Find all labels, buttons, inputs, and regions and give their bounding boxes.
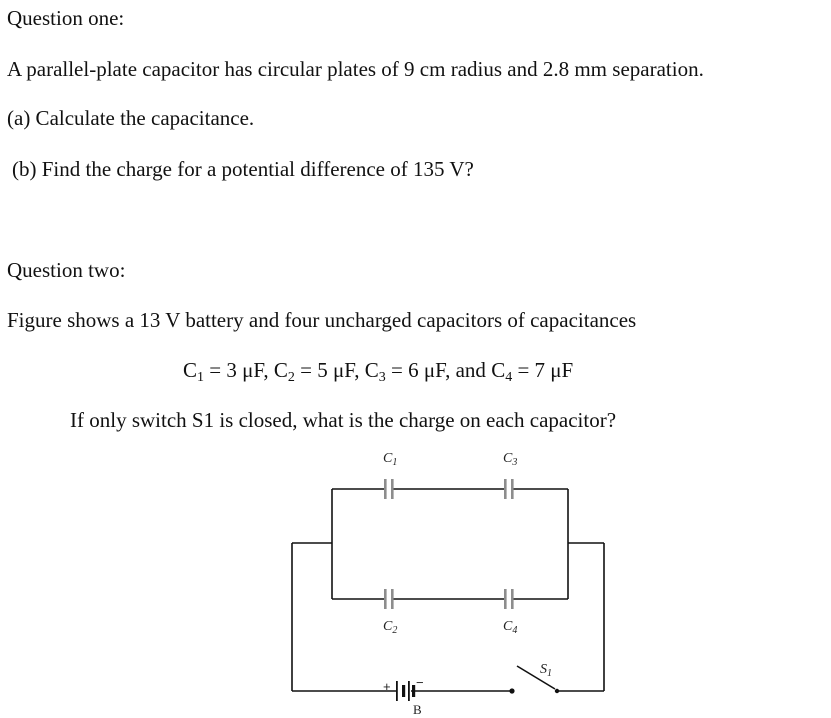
- capacitor-c1: [384, 479, 387, 499]
- capacitor-c2: [384, 589, 387, 609]
- cap-c3: $C_3 = 6$ μF, and: [364, 358, 492, 385]
- label-c3: $C_3$: [503, 451, 518, 468]
- q1-heading: Question one:: [7, 6, 125, 30]
- battery: [396, 681, 415, 701]
- cap-c1: $C_1 = 3$ μF,: [183, 358, 274, 385]
- q1-part-a: (a) Calculate the capacitance.: [7, 106, 255, 130]
- label-c4: $C_4$: [503, 619, 518, 636]
- q2-heading: Question two:: [7, 258, 126, 282]
- q2-question: If only switch S1 is closed, what is the charge on each capacitor?: [70, 408, 617, 432]
- label-s1: $S_1$: [540, 662, 552, 679]
- cap-c2: $C_2 = 5$ μF,: [273, 358, 365, 385]
- cap-c4: $C_4 = 7$ μF: [491, 358, 574, 385]
- capacitor-c4: [504, 589, 507, 609]
- label-battery-b: B: [413, 702, 422, 717]
- battery-plus-sign: +: [383, 679, 391, 694]
- label-c1: $C_1$: [383, 451, 398, 468]
- q2-statement: Figure shows a 13 V battery and four uncharged capacitors of capacitances: [7, 308, 637, 332]
- label-c2: $C_2$: [383, 619, 398, 636]
- battery-minus-sign: −: [416, 675, 424, 690]
- q1-part-b: (b) Find the charge for a potential difference of 135 V?: [12, 157, 474, 181]
- capacitor-c3: [504, 479, 507, 499]
- q1-statement: A parallel-plate capacitor has circular plates of 9 cm radius and 2.8 mm separation.: [7, 57, 704, 81]
